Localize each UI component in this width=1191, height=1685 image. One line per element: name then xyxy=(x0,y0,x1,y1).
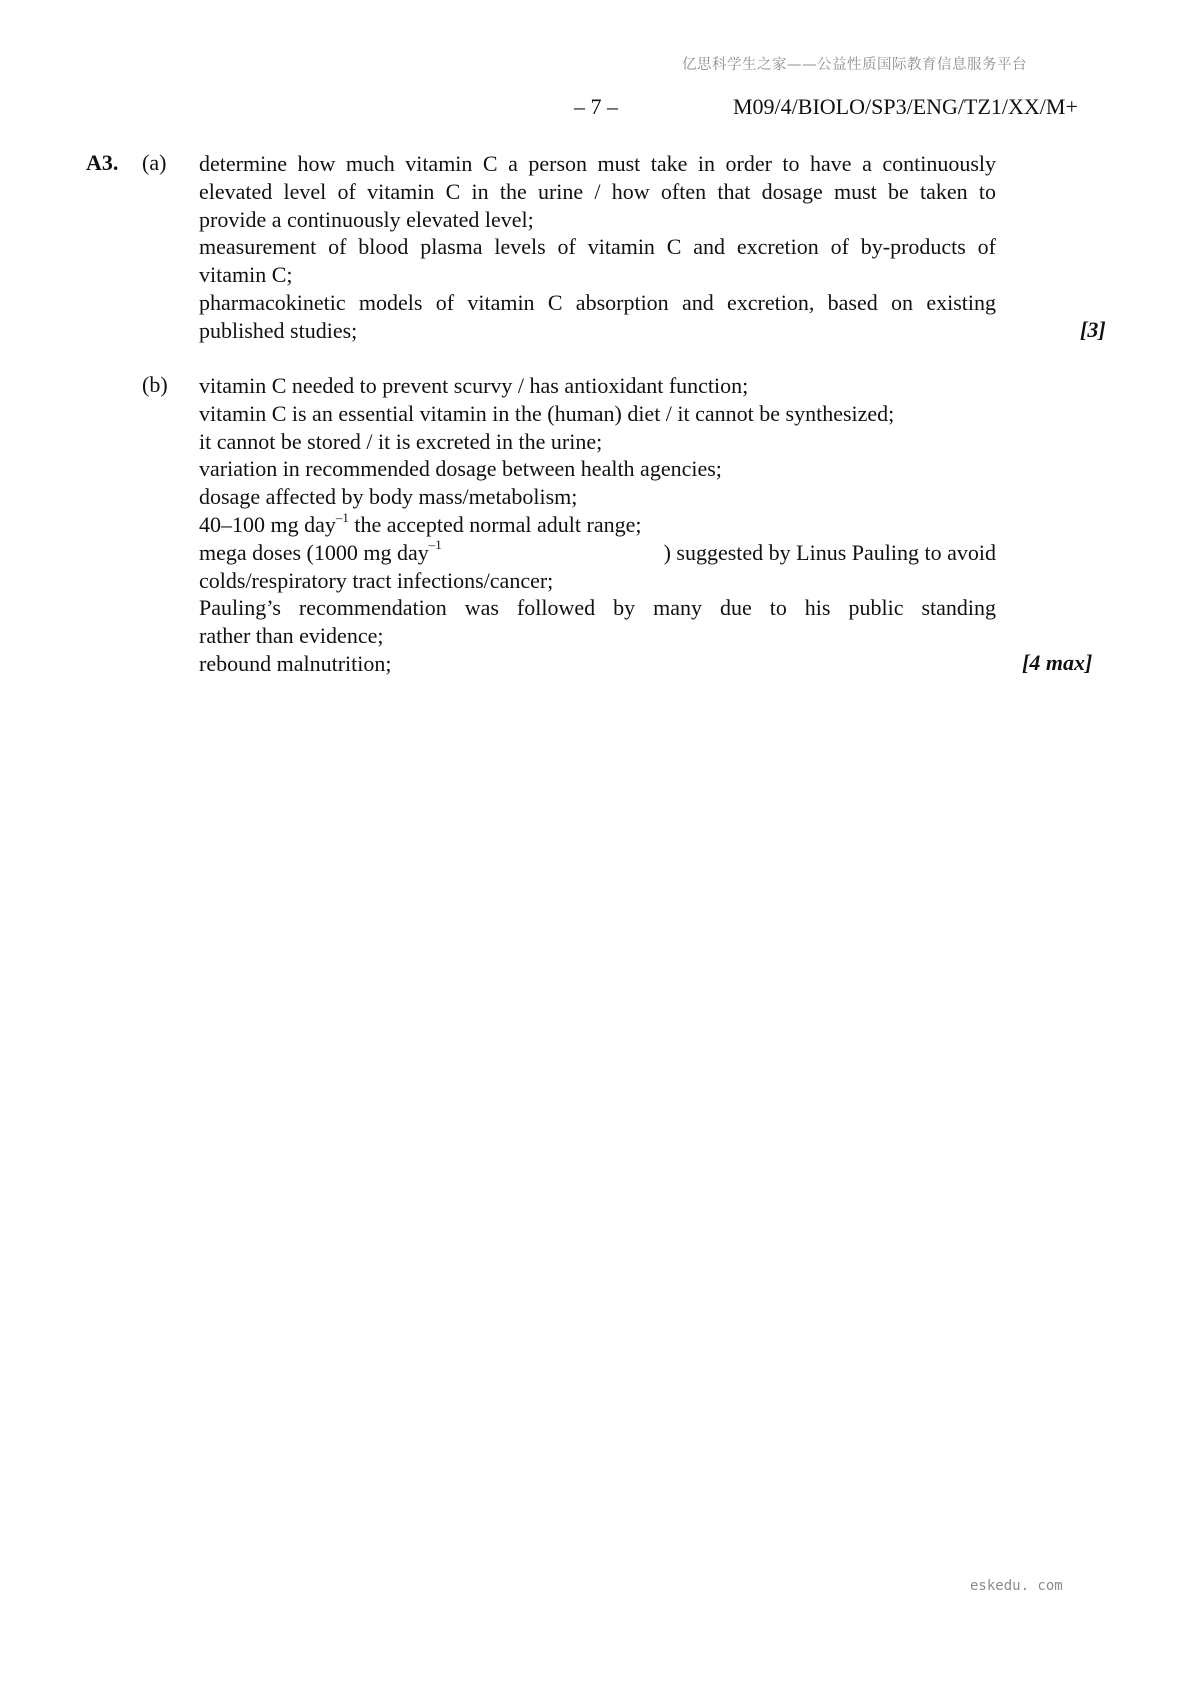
part-b-marks: [4 max] xyxy=(1022,650,1093,675)
answer-line: vitamin C; xyxy=(199,262,293,288)
answer-line: it cannot be stored / it is excreted in the urine; xyxy=(199,428,603,454)
superscript-exponent: –1 xyxy=(335,509,349,525)
part-a-marks: [3] xyxy=(1080,317,1106,342)
answer-text-fragment: mega doses (1000 mg day xyxy=(199,539,429,565)
answer-line: rebound malnutrition; xyxy=(199,650,392,676)
answer-line: elevated level of vitamin C in the urine / how often that dosage must be taken to xyxy=(199,178,996,204)
answer-text xyxy=(199,539,442,567)
page-number: – 7 – xyxy=(574,94,618,119)
answer-line: provide a continuously elevated level; xyxy=(199,206,534,232)
answer-text: ) suggested by Linus Pauling to avoid xyxy=(663,539,996,565)
answer-line xyxy=(199,511,996,539)
part-b-answers xyxy=(199,372,996,678)
answer-text: the accepted normal adult range; xyxy=(348,511,642,537)
top-watermark: 亿思科学生之家——公益性质国际教育信息服务平台 xyxy=(682,57,1027,73)
part-a-answers xyxy=(199,150,996,345)
answer-line: determine how much vitamin C a person must take in order to have a continuously xyxy=(199,151,996,176)
question-number: A3. xyxy=(86,150,119,175)
bottom-watermark: eskedu. com xyxy=(970,1578,1063,1594)
paper-code: M09/4/BIOLO/SP3/ENG/TZ1/XX/M+ xyxy=(733,94,1078,119)
answer-text: 40–100 mg day xyxy=(199,511,336,537)
answer-line: measurement of blood plasma levels of vitamin C and excretion of by-products of xyxy=(199,234,996,260)
answer-line: dosage affected by body mass/metabolism; xyxy=(199,484,578,510)
answer-line: variation in recommended dosage between health agencies; xyxy=(199,456,722,482)
answer-line: vitamin C needed to prevent scurvy / has antioxidant function; xyxy=(199,373,749,398)
answer-line: published studies; xyxy=(199,317,358,343)
answer-line: rather than evidence; xyxy=(199,623,384,649)
answer-line: Pauling’s recommendation was followed by many due to his public standing xyxy=(199,595,996,621)
part-b-label: (b) xyxy=(142,372,168,397)
answer-line: colds/respiratory tract infections/cancer; xyxy=(199,567,554,593)
part-a-label: (a) xyxy=(142,150,167,175)
answer-line xyxy=(199,539,996,567)
superscript-exponent: –1 xyxy=(428,537,442,553)
answer-line: pharmacokinetic models of vitamin C absorption and excretion, based on existing xyxy=(199,289,996,315)
answer-line: vitamin C is an essential vitamin in the (human) diet / it cannot be synthesized; xyxy=(199,400,895,426)
